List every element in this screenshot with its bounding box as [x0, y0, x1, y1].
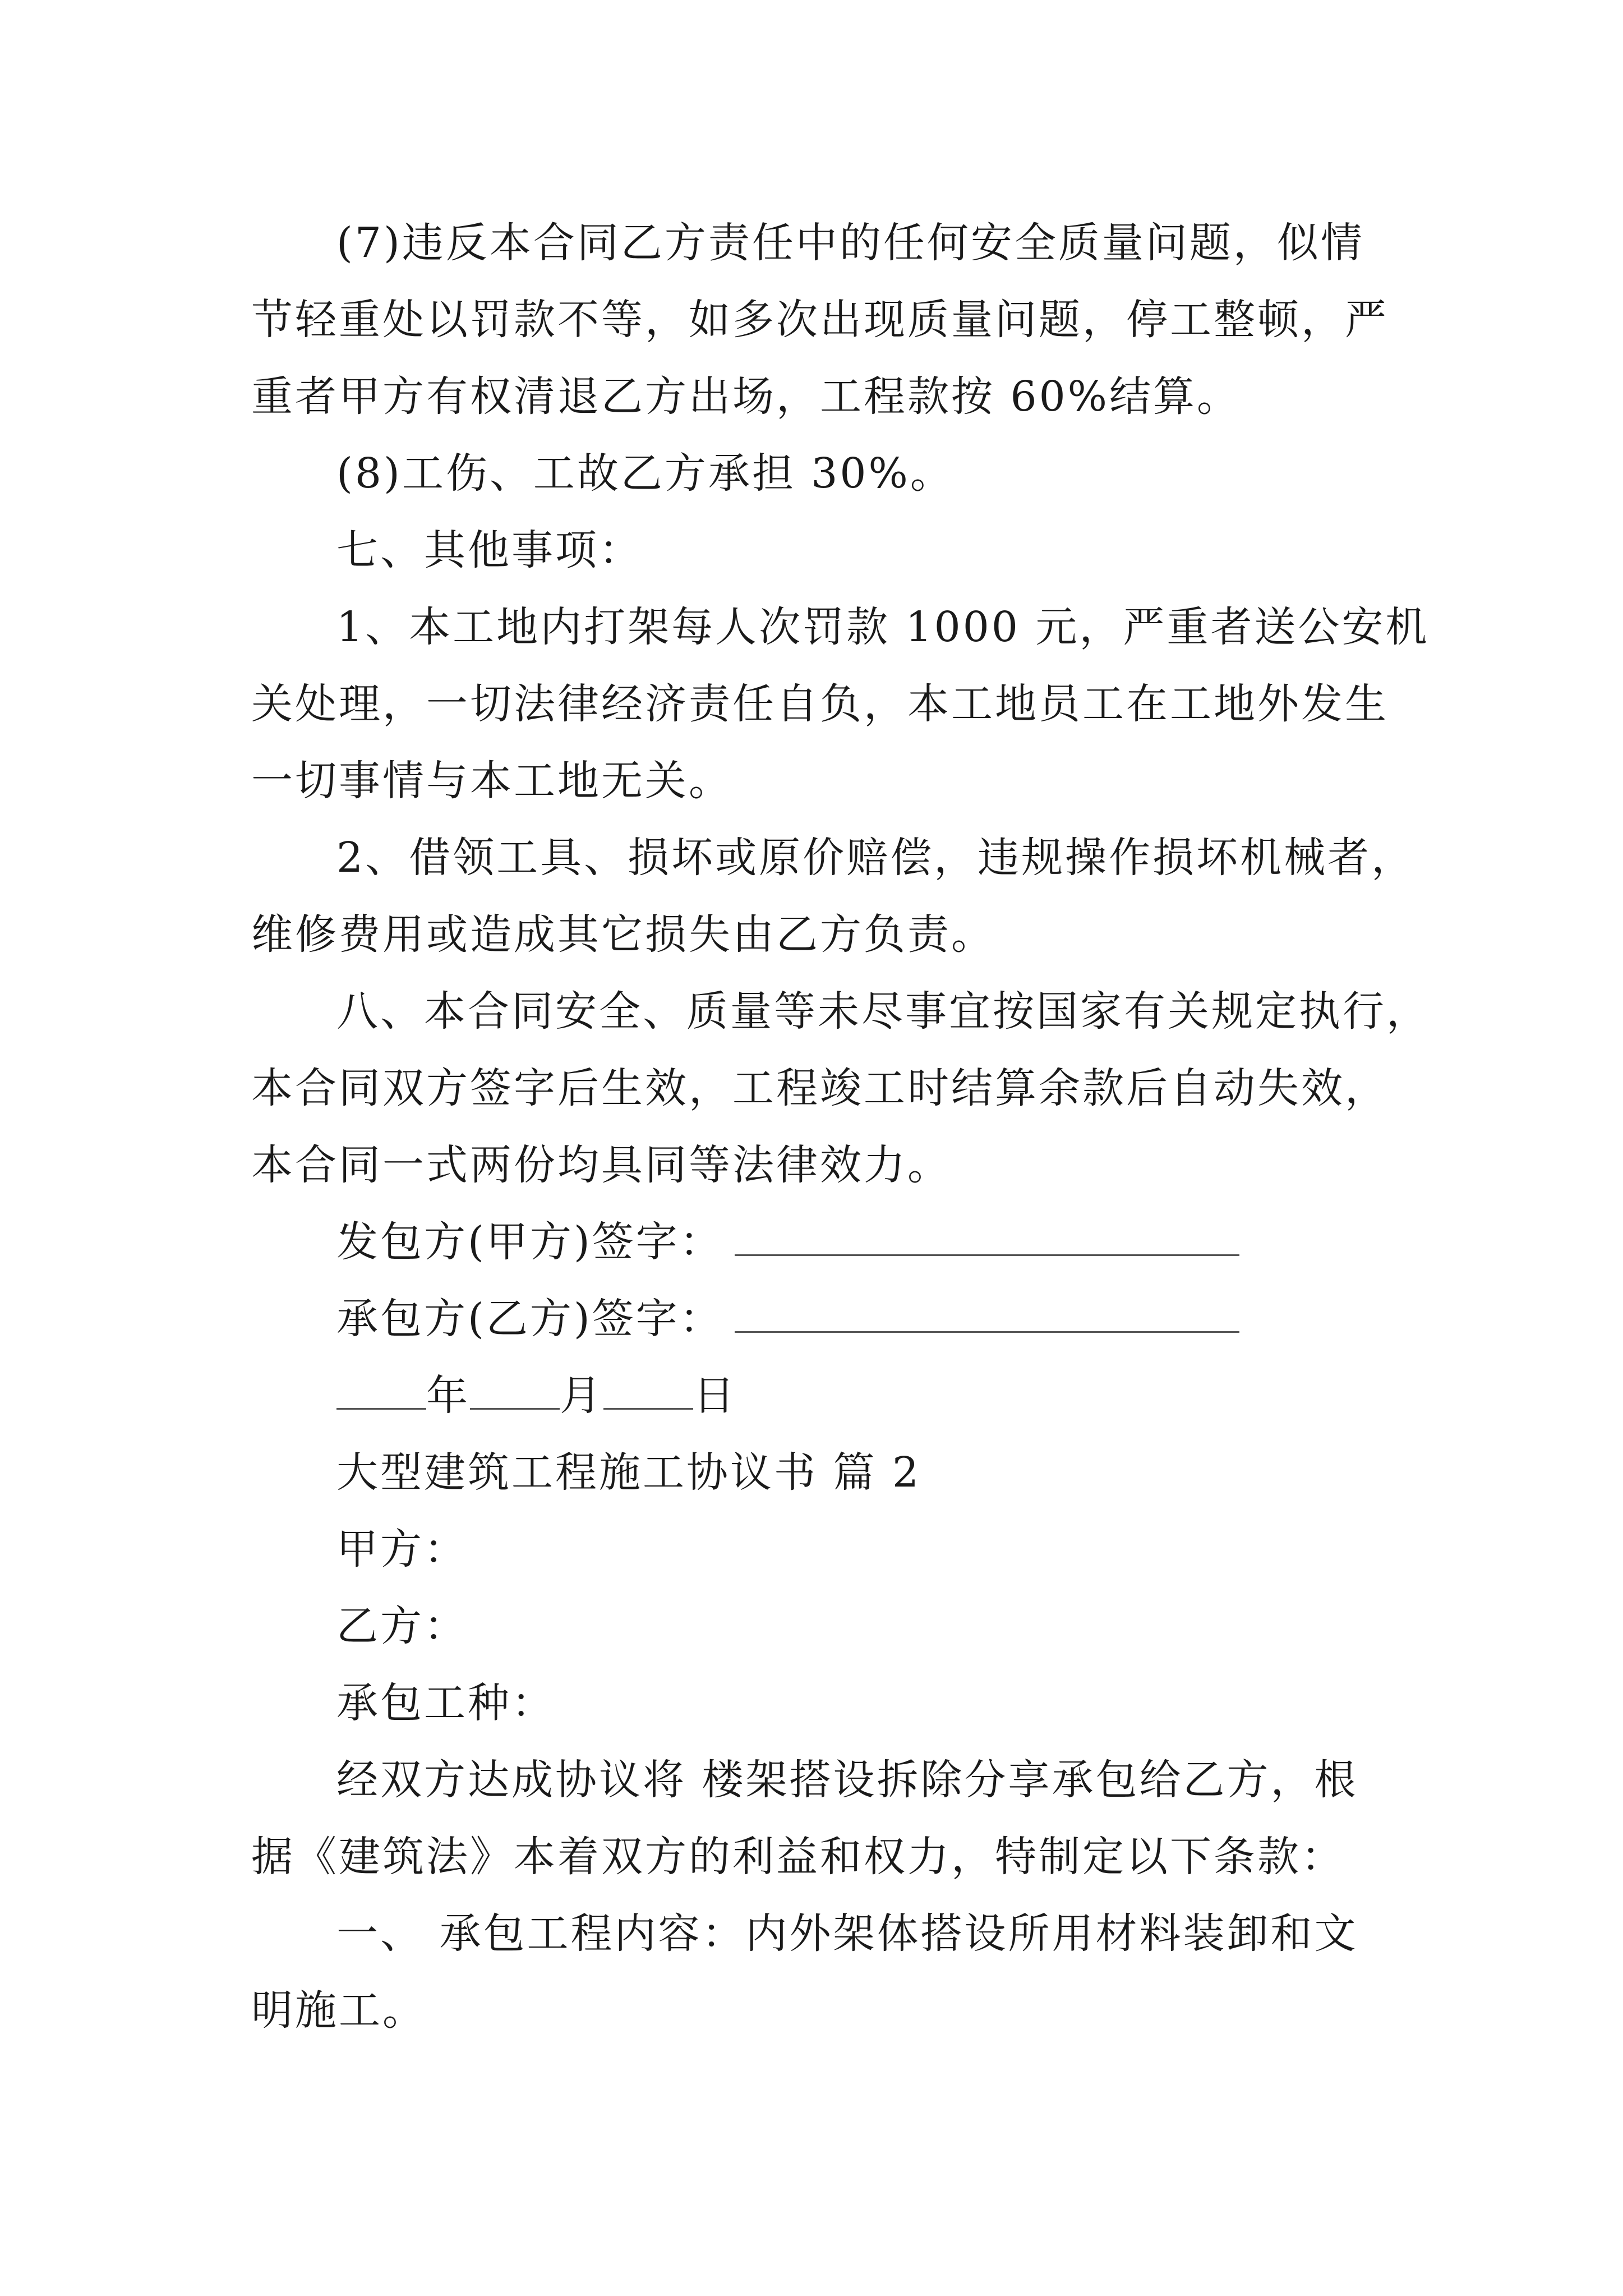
- paragraph-line: 本合同双方签字后生效，工程竣工时结算余款后自动失效，: [251, 1064, 1389, 1112]
- paragraph-line: 八、本合同安全、质量等未尽事宜按国家有关规定执行，: [336, 987, 1430, 1036]
- paragraph-line: (8)工伤、工故乙方承担 30%。: [336, 449, 954, 498]
- paragraph-line: 一、 承包工程内容：内外架体搭设所用材料装卸和文: [336, 1910, 1358, 1958]
- work-type-line: 承包工种：: [336, 1679, 555, 1727]
- signature-label: 发包方(甲方)签字：: [336, 1218, 723, 1266]
- paragraph-line: 经双方达成协议将 楼架搭设拆除分享承包给乙方，根: [336, 1756, 1358, 1804]
- paragraph-line: 据《建筑法》本着双方的利益和权力，特制定以下条款：: [251, 1833, 1345, 1881]
- paragraph-line: 2、借领工具、损坏或原价赔偿，违规操作损坏机械者，: [336, 834, 1415, 882]
- paragraph-line: 明施工。: [251, 1986, 426, 2035]
- date-blank: [470, 1372, 560, 1410]
- paragraph-line: (7)违反本合同乙方责任中的任何安全质量问题，似情: [336, 219, 1364, 267]
- party-b-line: 乙方：: [336, 1602, 468, 1650]
- signature-line-party-b: [336, 1291, 1239, 1347]
- paragraph-line: 重者甲方有权清退乙方出场，工程款按 60%结算。: [251, 372, 1241, 421]
- paragraph-line: 关处理，一切法律经济责任自负，本工地员工在工地外发生: [251, 680, 1389, 728]
- signature-blank: [735, 1218, 1239, 1256]
- section-heading: 七、其他事项：: [336, 526, 643, 574]
- date-blank: [603, 1372, 693, 1410]
- paragraph-line: 节轻重处以罚款不等，如多次出现质量问题，停工整顿，严: [251, 296, 1389, 344]
- paragraph-line: 一切事情与本工地无关。: [251, 757, 732, 805]
- signature-blank: [735, 1295, 1239, 1333]
- date-day-label: 日: [693, 1372, 737, 1420]
- date-line: [336, 1368, 737, 1424]
- party-a-line: 甲方：: [336, 1525, 468, 1573]
- paragraph-line: 维修费用或造成其它损失由乙方负责。: [251, 910, 995, 959]
- signature-line-party-a: [336, 1214, 1239, 1270]
- paragraph-line: 本合同一式两份均具同等法律效力。: [251, 1141, 951, 1189]
- paragraph-line: 1、本工地内打架每人次罚款 1000 元，严重者送公安机: [336, 603, 1430, 651]
- signature-label: 承包方(乙方)签字：: [336, 1295, 723, 1343]
- date-blank: [336, 1372, 426, 1410]
- date-year-label: 年: [426, 1372, 470, 1420]
- document-title: 大型建筑工程施工协议书 篇 2: [336, 1448, 921, 1497]
- date-month-label: 月: [560, 1372, 603, 1420]
